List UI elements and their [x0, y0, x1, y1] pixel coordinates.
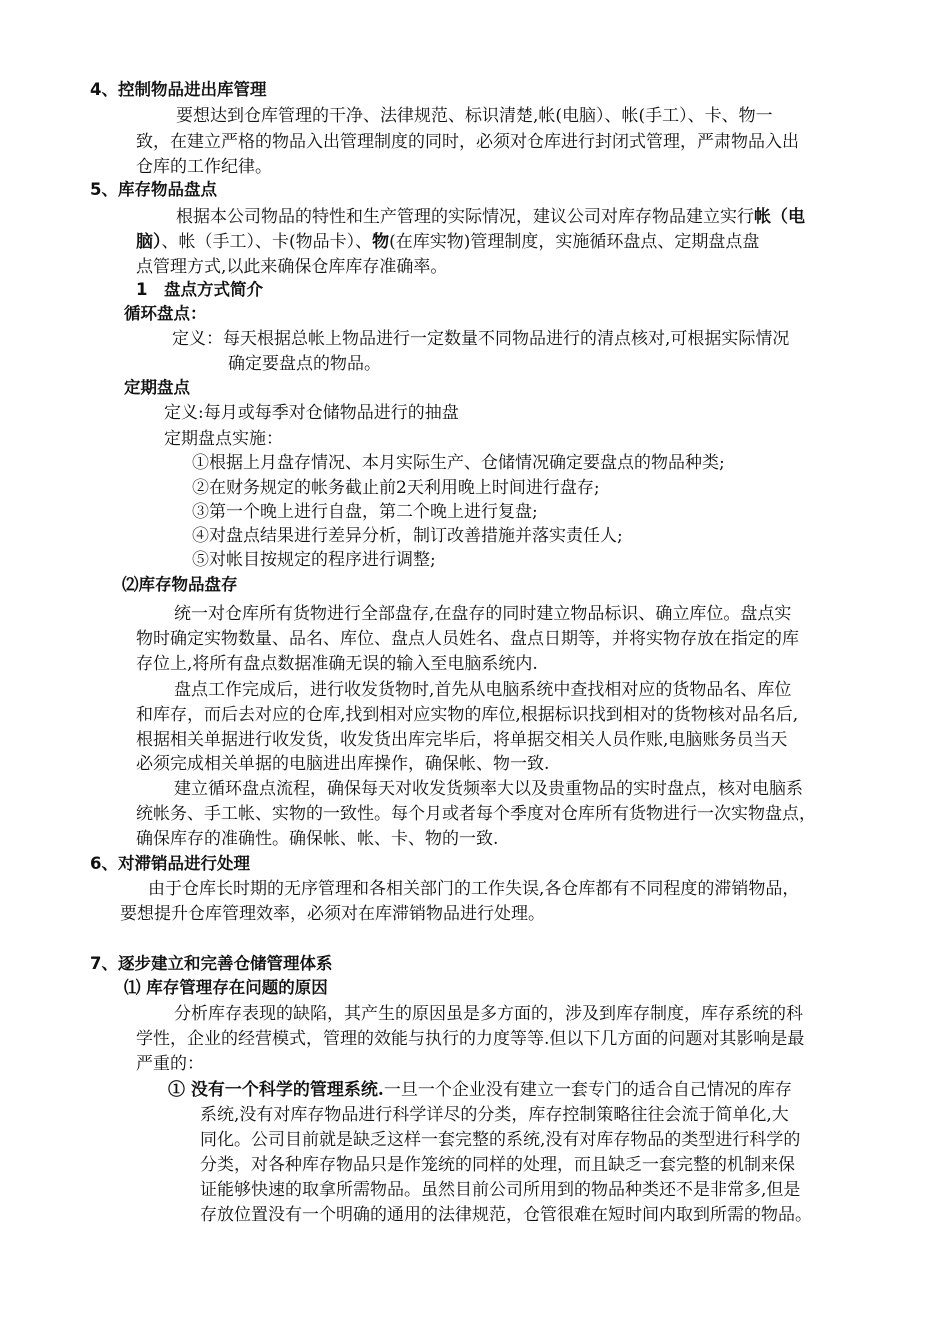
paragraph-line: 系统,没有对库存物品进行科学详尽的分类，库存控制策略往往会流于简单化,大: [200, 1105, 789, 1125]
paragraph-line: 根据相关单据进行收发货，收发货出库完毕后，将单据交相关人员作账,电脑账务员当天: [136, 730, 788, 750]
paragraph-line: 和库存，而后去对应的仓库,找到相对应实物的库位,根据标识找到相对的货物核对品名后,: [136, 705, 799, 725]
paragraph-line: 统一对仓库所有货物进行全部盘存,在盘存的同时建立物品标识、确立库位。盘点实: [174, 604, 792, 624]
section-heading-6: 6、对滞销品进行处理: [90, 854, 250, 873]
subheading: 定期盘点: [124, 378, 190, 397]
paragraph-line: 致，在建立严格的物品入出管理制度的同时，必须对仓库进行封闭式管理，严肃物品入出: [136, 132, 799, 152]
paragraph-line: 定义:每月或每季对仓储物品进行的抽盘: [164, 403, 459, 423]
list-item: ③第一个晚上进行自盘，第二个晚上进行复盘;: [192, 502, 538, 522]
subheading: ⑴ 库存管理存在问题的原因: [124, 978, 328, 997]
paragraph-line: 必须完成相关单据的电脑进出库操作，确保帐、物一致.: [136, 754, 550, 774]
paragraph-line: 学性，企业的经营模式，管理的效能与执行的力度等等.但以下几方面的问题对其影响是最: [136, 1029, 805, 1049]
text-run: 、帐（手工）、卡(物品卡）、: [161, 232, 373, 252]
bold-run: 帐（电: [754, 207, 805, 227]
subheading: 循环盘点：: [124, 304, 207, 323]
section-heading-4: 4、控制物品进出库管理: [90, 80, 267, 99]
paragraph-line: 严重的：: [136, 1054, 204, 1074]
paragraph-line: 由于仓库长时期的无序管理和各相关部门的工作失误,各仓库都有不同程度的滞销物品，: [148, 879, 800, 899]
list-item: ④对盘点结果进行差异分析，制订改善措施并落实责任人;: [192, 526, 623, 546]
section-heading-5: 5、库存物品盘点: [90, 180, 217, 199]
subheading: ⑵库存物品盘存: [122, 575, 238, 594]
paragraph-line: 定义：每天根据总帐上物品进行一定数量不同物品进行的清点核对,可根据实际情况: [172, 329, 790, 349]
paragraph-line: 盘点工作完成后，进行收发货物时,首先从电脑系统中查找相对应的货物品名、库位: [174, 680, 792, 700]
text-run: 一旦一个企业没有建立一套专门的适合自己情况的库存: [383, 1080, 792, 1100]
list-item: ⑤对帐目按规定的程序进行调整;: [192, 550, 436, 570]
list-item: [168, 1078, 792, 1102]
bold-run: ① 没有一个科学的管理系统.: [168, 1080, 384, 1100]
paragraph-line: 点管理方式,以此来确保仓库库存准确率。: [136, 257, 448, 277]
paragraph-line: 统帐务、手工帐、实物的一致性。每个月或者每个季度对仓库所有货物进行一次实物盘点，: [136, 804, 816, 824]
paragraph-line: 要想提升仓库管理效率，必须对在库滞销物品进行处理。: [120, 904, 545, 924]
paragraph-line: 确保库存的准确性。确保帐、帐、卡、物的一致.: [136, 829, 499, 849]
list-item: ①根据上月盘存情况、本月实际生产、仓储情况确定要盘点的物品种类;: [192, 453, 725, 473]
paragraph-line: 仓库的工作纪律。: [136, 157, 272, 177]
subheading: 1 盘点方式简介: [136, 280, 263, 299]
paragraph-line: 分析库存表现的缺陷，其产生的原因虽是多方面的，涉及到库存制度，库存系统的科: [174, 1004, 803, 1024]
bold-run: 物: [372, 232, 390, 252]
section-heading-7: 7、逐步建立和完善仓储管理体系: [90, 954, 333, 973]
paragraph-line: 确定要盘点的物品。: [228, 354, 381, 374]
text-run: 根据本公司物品的特性和生产管理的实际情况，建议公司对库存物品建立实行: [176, 207, 754, 227]
paragraph-line: 存放位置没有一个明确的通用的法律规范，仓管很难在短时间内取到所需的物品。: [200, 1205, 812, 1225]
paragraph-line: 要想达到仓库管理的干净、法律规范、标识清楚,帐(电脑）、帐(手工）、卡、物一: [176, 106, 773, 126]
list-item: ②在财务规定的帐务截止前2天利用晚上时间进行盘存;: [192, 478, 600, 498]
paragraph-line: 分类，对各种库存物品只是作笼统的同样的处理，而且缺乏一套完整的机制来保: [200, 1155, 795, 1175]
paragraph-line: 定期盘点实施：: [164, 429, 283, 449]
paragraph-line: [136, 230, 759, 254]
paragraph-line: [176, 205, 805, 229]
paragraph-line: 存位上,将所有盘点数据准确无误的输入至电脑系统内.: [136, 654, 538, 674]
text-run: (在库实物)管理制度，实施循环盘点、定期盘点盘: [389, 232, 760, 252]
paragraph-line: 建立循环盘点流程，确保每天对收发货频率大以及贵重物品的实时盘点，核对电脑系: [174, 779, 803, 799]
paragraph-line: 同化。公司目前就是缺乏这样一套完整的系统,没有对库存物品的类型进行科学的: [200, 1130, 801, 1150]
paragraph-line: 物时确定实物数量、品名、库位、盘点人员姓名、盘点日期等，并将实物存放在指定的库: [136, 629, 799, 649]
bold-run: 脑）: [136, 232, 162, 252]
paragraph-line: 证能够快速的取拿所需物品。虽然目前公司所用到的物品种类还不是非常多,但是: [200, 1180, 801, 1200]
